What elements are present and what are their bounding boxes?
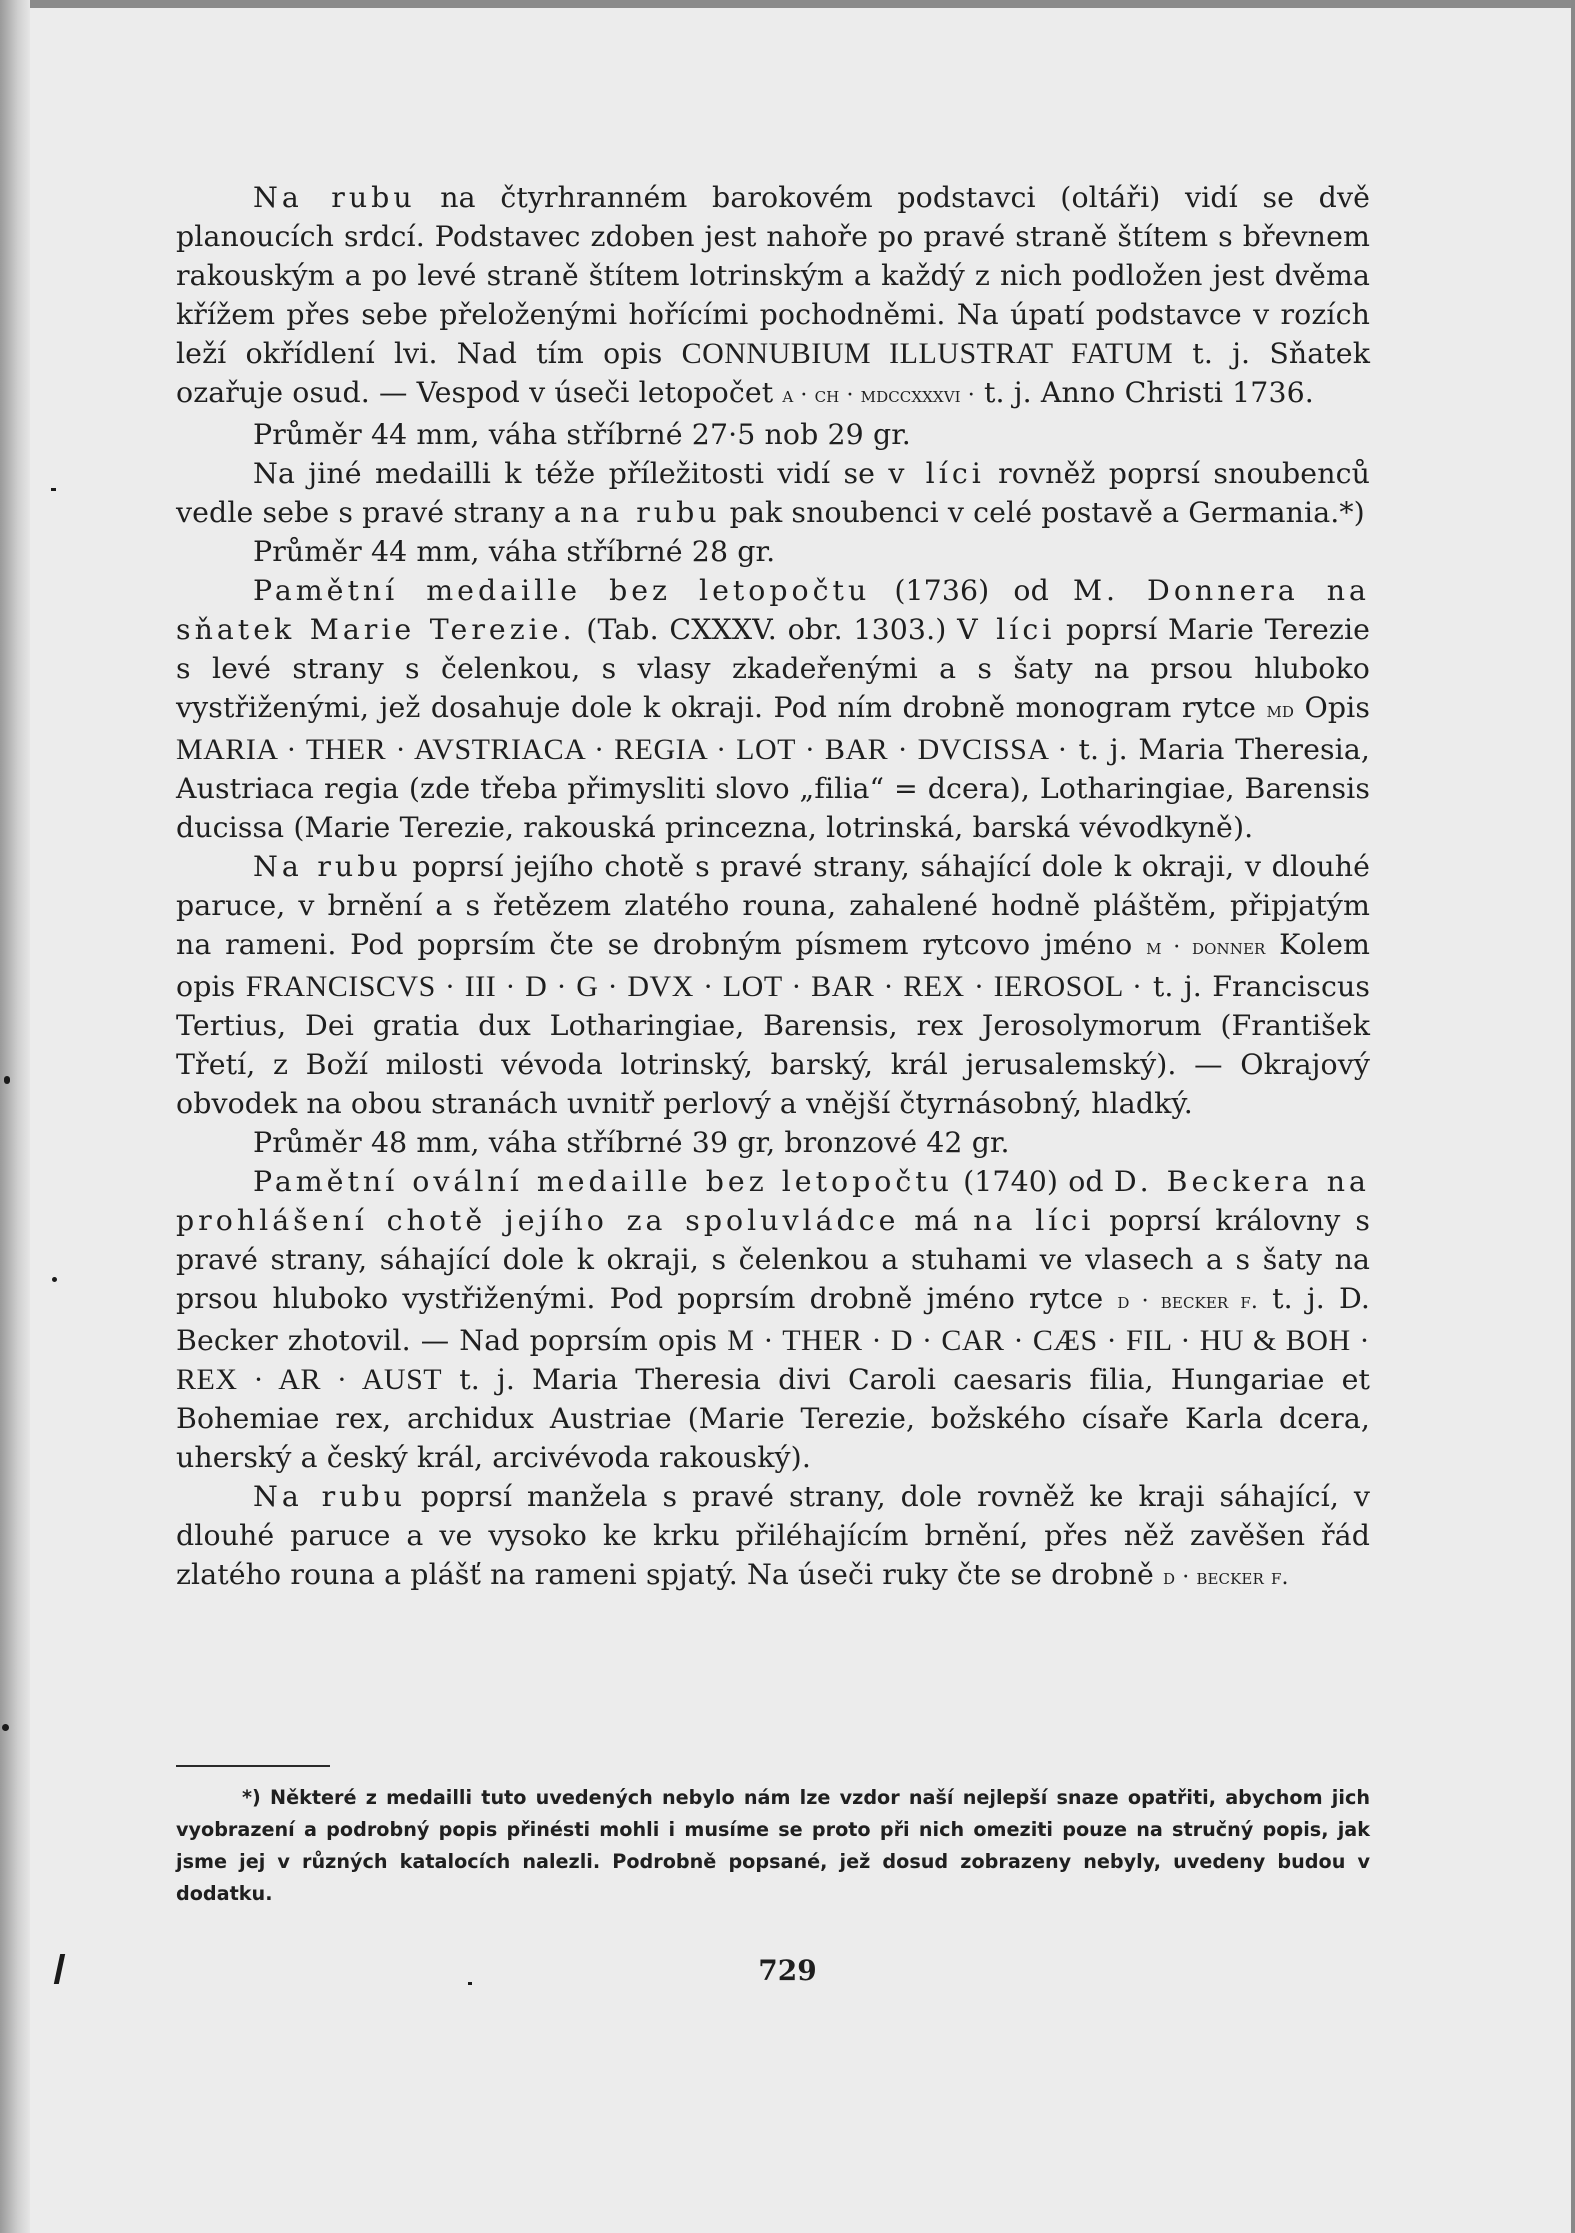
paragraph-p1 — [176, 178, 1370, 415]
text-run: t. j. Franciscus Tertius, Dei gratia dux Lotharingiae, Barensis, rex Jerosolymorum (František Třetí, z Boží milosti vévoda lotrinský, barský, král jerusalemský). — Okrajový obvodek na obou stranách uvnitř perlový a vnější čtyrnásobný, hladký. — [176, 970, 1370, 1120]
text-run: Opis — [1294, 691, 1370, 724]
footnote-rule — [176, 1765, 330, 1767]
text-run: pak snoubenci v celé postavě a Germania.*) — [720, 496, 1365, 529]
text-run: poprsí královny s pravé strany, sáhající dole k okraji, s čelenkou a stuhami ve vlasech a s šaty na prsou hluboko vystřiženými. Pod poprsím drobně jméno rytce — [176, 1204, 1370, 1315]
text-run: Pamětní medaille bez letopočtu — [253, 574, 871, 607]
paragraph-p4 — [176, 532, 1370, 571]
footnote: *) Některé z medailli tuto uvedených nebylo nám lze vzdor naší nejlepší snaze opatřiti, abychom jich vyobrazení a podrobný popis přinésti mohli i musíme se proto při nich omeziti pouze na stručný popis, jak jsme jej v různých katalocích nalezli. Podrobně popsané, jež dosud zobrazeny nebyly, uvedeny budou v dodatku. — [176, 1786, 1370, 1905]
page-body — [176, 178, 1370, 1597]
text-run: FRANCISCVS · III · D · G · DVX · LOT · BAR · REX · IEROSOL · — [245, 970, 1143, 1003]
scan-edge-right — [1571, 0, 1575, 2233]
text-run: Kolem opis — [176, 928, 1371, 1003]
paragraph-p6 — [176, 847, 1370, 1123]
text-run: Průměr 48 mm, váha stříbrné 39 gr, bronzové 42 gr. — [253, 1126, 1010, 1159]
text-run: Na rubu — [253, 181, 416, 214]
text-run: na rubu — [580, 496, 721, 529]
text-run: V líci — [957, 613, 1056, 646]
margin-mark-bullet — [4, 1076, 10, 1084]
text-run: D. Beckera na prohlášení chotě jejího za spoluvládce — [176, 1165, 1370, 1237]
text-run: M. Donnera na sňatek Marie Terezie. — [176, 574, 1370, 646]
text-run: t. j. Maria Theresia, Austriaca regia (zde třeba přimysliti slovo „filia“ = dcera), Lotharingiae, Barensis ducissa (Marie Terezie, rakouská princezna, lotrinská, barská vévodkyně). — [176, 733, 1371, 844]
paragraph-p3 — [176, 454, 1370, 532]
paragraph-p9 — [176, 1477, 1370, 1597]
text-run: v líci — [888, 457, 985, 490]
margin-mark-bullet — [52, 1277, 57, 1282]
text-run: Průměr 44 mm, váha stříbrné 27·5 nob 29 gr. — [253, 418, 911, 451]
text-run: (1736) od — [870, 574, 1073, 607]
text-run: M · THER · D · CAR · CÆS · FIL · HU & BOH · REX · AR · AUST — [176, 1324, 1371, 1396]
text-run: (1740) od — [952, 1165, 1114, 1198]
scan-edge-top — [0, 0, 1575, 8]
text-run: poprsí jejího chotě s pravé strany, sáhající dole k okraji, v dlouhé paruce, v brnění a s řetězem zlatého rouna, zahalené hodně pláštěm, připjatým na rameni. Pod poprsím čte se drobným písmem rytcovo jméno — [176, 850, 1371, 961]
text-run: (Tab. CXXXV. obr. 1303.) — [575, 613, 958, 646]
text-run: MARIA · THER · AVSTRIACA · REGIA · LOT · BAR · DVCISSA · — [176, 733, 1068, 766]
text-run: rovněž poprsí snoubenců vedle sebe s pravé strany a — [176, 457, 1370, 529]
text-run: t. j. Maria Theresia divi Caroli caesaris filia, Hungariae et Bohemiae rex, archidux Austriae (Marie Terezie, božského císaře Karla dcera, uherský a český král, arcivévoda rakouský). — [176, 1363, 1370, 1474]
text-run: Průměr 44 mm, váha stříbrné 28 gr. — [253, 535, 776, 568]
text-run: na líci — [973, 1204, 1095, 1237]
text-run: t. j. Sňatek ozařuje osud. — Vespod v úseči letopočet — [176, 337, 1371, 409]
text-run: poprsí Marie Terezie s levé strany s čelenkou, s vlasy zkadeřenými a s šaty na prsou hluboko vystřiženými, jež dosahuje dole k okraji. Pod ním drobně monogram rytce — [176, 613, 1371, 724]
scan-edge-left — [0, 0, 30, 2233]
text-run: Na rubu — [253, 1480, 406, 1513]
text-run: m · donner — [1146, 935, 1266, 960]
text-run: d · becker f. — [1117, 1289, 1258, 1314]
text-run: d · becker f. — [1162, 1565, 1289, 1590]
text-run: poprsí manžela s pravé strany, dole rovněž ke kraji sáhající, v dlouhé paruce a ve vysoko ke krku přiléhajícím brnění, přes něž zavěšen řád zlatého rouna a plášť na rameni spjatý. Na úseči ruky čte se drobně — [176, 1480, 1371, 1591]
margin-mark-dot — [51, 488, 56, 491]
paragraph-p8 — [176, 1162, 1370, 1477]
text-run: Na rubu — [253, 850, 402, 883]
text-run: t. j. Anno Christi 1736. — [974, 376, 1314, 409]
text-run: má — [899, 1204, 974, 1237]
paragraph-p2 — [176, 415, 1370, 454]
page-number: 729 — [758, 1954, 817, 1987]
text-run: Na jiné medailli k téže příležitosti vidí se — [253, 457, 889, 490]
text-run: na čtyrhranném barokovém podstavci (oltáři) vidí se dvě planoucích srdcí. Podstavec zdoben jest nahoře po pravé straně štítem s břevnem rakouským a po levé straně štítem lotrinským a každý z nich podložen jest dvěma křížem přes sebe přeloženými hořícími pochodněmi. Na úpatí podstavce v rozích leží okřídlení lvi. Nad tím opis — [176, 181, 1370, 370]
text-run: Pamětní ovální medaille bez letopočtu — [253, 1165, 953, 1198]
text-run: t. j. D. Becker zhotovil. — Nad poprsím opis — [176, 1282, 1370, 1357]
margin-mark-bullet — [2, 1724, 9, 1731]
paragraph-p7 — [176, 1123, 1370, 1162]
text-run: a · ch · mdccxxxvi · — [782, 383, 975, 408]
text-run: CONNUBIUM ILLUSTRAT FATUM — [681, 337, 1174, 370]
paragraph-p5 — [176, 571, 1370, 847]
text-run: md — [1266, 698, 1295, 723]
